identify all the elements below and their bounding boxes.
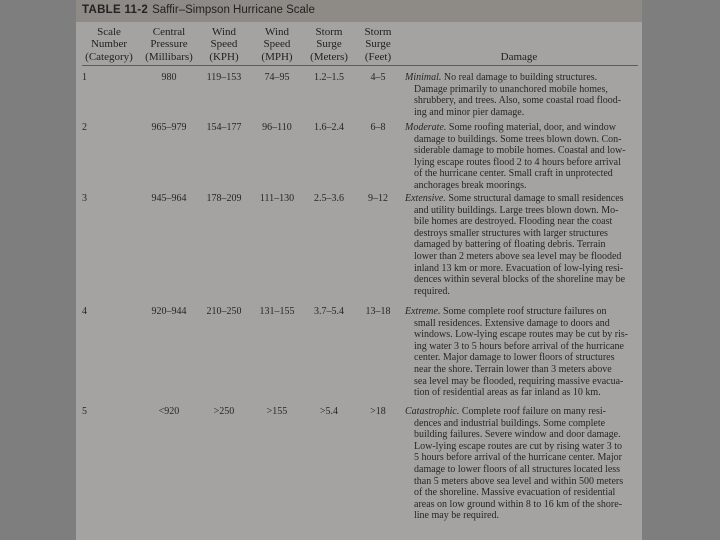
cell-central-pressure: 920–944 [151,306,187,317]
cell-wind-mph: >155 [266,406,288,417]
cell-category: 5 [82,406,87,417]
damage-line: dences within several blocks of the shoreline may be [414,274,626,286]
cell-damage [405,306,633,399]
damage-term: Extreme. [405,306,441,317]
damage-line: Low-lying escape routes are cut by rising water 3 to [414,440,622,452]
header-central-pressure: Central Pressure (Millibars) [145,26,193,63]
damage-line [405,193,633,205]
damage-line: tion of residential areas as far inland as 10 km. [414,387,601,399]
damage-line: ing water 3 to 5 hours before arrival of the hurricane [414,340,624,352]
header-scale-number: Scale Number (Category) [85,26,133,63]
damage-text: Some structural damage to small residences [445,193,624,204]
header-wind-mph: Wind Speed (MPH) [261,26,293,63]
cell-surge-meters: >5.4 [319,406,339,417]
damage-line: dences and industrial buildings. Some complete [414,417,606,429]
damage-line: than 5 meters above sea level and within 500 meters [414,475,624,487]
damage-line: lying escape routes flood 2 to 4 hours before arrival [414,156,621,168]
damage-line: damage to lower floors of all structures located less [414,463,621,475]
cell-wind-mph: 74–95 [264,72,290,83]
damage-line: of the shoreline. Massive evacuation of residential [414,487,616,499]
damage-text: Some complete roof structure failures on [440,306,607,317]
cell-surge-feet: 6–8 [370,122,386,133]
damage-term: Moderate. [405,122,447,133]
cell-category: 1 [82,72,87,83]
header-surge-meters: Storm Surge (Meters) [310,26,348,63]
cell-wind-kph: >250 [213,406,235,417]
damage-line: windows. Low-lying escape routes may be cut by ris- [414,329,629,341]
cell-damage [405,193,633,297]
cell-category: 4 [82,306,87,317]
header-wind-kph: Wind Speed (KPH) [209,26,239,63]
table-title-bar [76,0,642,22]
cell-central-pressure: <920 [158,406,180,417]
table-label: TABLE 11-2 [82,4,149,16]
header-damage: Damage [500,51,538,63]
cell-wind-kph: 119–153 [206,72,242,83]
cell-damage [405,72,633,118]
damage-line: line may be required. [414,510,499,522]
damage-line: shrubbery, and trees. Also, some coastal road flood- [414,95,622,107]
damage-line: bile homes are destroyed. Flooding near the coast [414,216,613,228]
table-title [82,4,315,16]
damage-line: required. [414,285,450,297]
damage-line: Damage primarily to unanchored mobile homes, [414,83,608,95]
cell-surge-feet: >18 [370,406,386,417]
document-page [76,0,642,540]
cell-central-pressure: 980 [161,72,177,83]
cell-wind-mph: 111–130 [259,193,295,204]
cell-wind-mph: 131–155 [259,306,295,317]
header-rule [82,65,638,66]
cell-wind-kph: 154–177 [206,122,242,133]
cell-surge-meters: 1.6–2.4 [314,122,344,133]
damage-line: of the hurricane center. Small craft in unprotected [414,168,613,180]
cell-wind-kph: 210–250 [206,306,242,317]
cell-central-pressure: 965–979 [151,122,187,133]
damage-line: sea level may be flooded, requiring massive evacua- [414,375,624,387]
damage-term: Extensive. [405,193,446,204]
cell-surge-feet: 9–12 [368,193,388,204]
cell-surge-meters: 1.2–1.5 [314,72,344,83]
damage-text: Some roofing material, door, and window [446,122,616,133]
damage-line: anchorages break moorings. [414,179,527,191]
cell-central-pressure: 945–964 [151,193,187,204]
damage-line [405,122,633,134]
damage-term: Minimal. [405,72,442,83]
damage-line [405,406,633,418]
damage-line: center. Major damage to lower floors of structures [414,352,615,364]
damage-term: Catastrophic. [405,406,460,417]
cell-wind-mph: 96–110 [262,122,292,133]
damage-line: damaged by battering of floating debris. Terrain [414,239,606,251]
damage-line: siderable damage to mobile homes. Coastal and low- [414,145,626,157]
damage-line: destroys smaller structures with larger structures [414,227,608,239]
header-surge-feet: Storm Surge (Feet) [364,26,392,63]
damage-line: damage to buildings. Some trees blown down. Con- [414,133,622,145]
cell-surge-meters: 3.7–5.4 [314,306,344,317]
cell-surge-feet: 4–5 [370,72,386,83]
damage-line: inland 13 km or more. Evacuation of low-lying resi- [414,262,624,274]
damage-text: Complete roof failure on many resi- [459,406,606,417]
cell-category: 3 [82,193,87,204]
damage-line [405,306,633,318]
damage-line: ing and minor pier damage. [414,106,525,118]
damage-line: lower than 2 meters above sea level may be flooded [414,250,622,262]
cell-surge-meters: 2.5–3.6 [314,193,344,204]
cell-category: 2 [82,122,87,133]
table-name: Saffir–Simpson Hurricane Scale [152,4,315,16]
damage-line: and utility buildings. Large trees blown down. Mo- [414,204,619,216]
damage-line: building failures. Severe window and door damage. [414,429,621,441]
cell-wind-kph: 178–209 [206,193,242,204]
damage-line: small residences. Extensive damage to doors and [414,317,610,329]
cell-damage [405,406,633,522]
damage-line: areas on low ground within 8 to 16 km of the shore- [414,498,623,510]
damage-line: near the shore. Terrain lower than 3 meters above [414,363,612,375]
cell-surge-feet: 13–18 [365,306,391,317]
cell-damage [405,122,633,192]
damage-line [405,72,633,84]
damage-text: No real damage to building structures. [441,72,598,83]
damage-line: 5 hours before arrival of the hurricane center. Major [414,452,622,464]
